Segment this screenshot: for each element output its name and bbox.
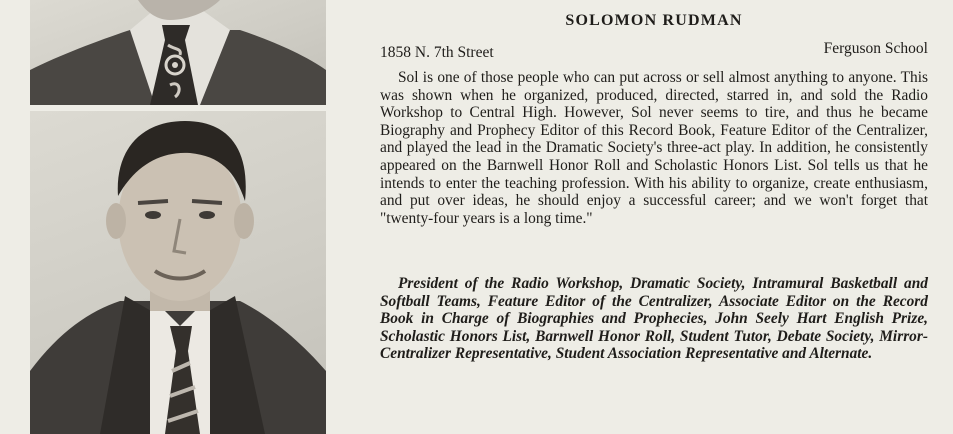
portrait-photo-top xyxy=(30,0,326,105)
biography-paragraph: Sol is one of those people who can put across or sell almost anything to anyone. This was shown when he organized, produced, directed, starred in, and sold the Radio Workshop to Central High. However, Sol never seems to tire, and thus he became Biography and Prophecy Editor of this Record Book, Feature Editor of the Centralizer, and played the lead in the Dramatic Society's three-act play. In addition, he consistently appeared on the Barnwell Honor Roll and Scholastic Honors List. Sol tells us that he intends to enter the teaching profession. With his ability to organize, create enthusiasm, and put over ideas, he should enjoy a successful career; and we won't forget that "twenty-four years is a long time." xyxy=(380,69,928,227)
previous-school: Ferguson School xyxy=(823,40,928,57)
portrait-bottom-illustration xyxy=(30,111,326,434)
portrait-photo-bottom xyxy=(30,111,326,434)
activities-paragraph: President of the Radio Workshop, Dramatic Society, Intramural Basketball and Softball Teams, Feature Editor of the Centralizer, Associate Editor on the Record Book in Charge of Biographies and Prophecies, John Seely Hart English Prize, Scholastic Honors List, Barnwell Honor Roll, Student Tutor, Debate Society, Mirror-Centralizer Representative, Student Association Representative and Alternate. xyxy=(380,275,928,363)
portrait-top-illustration xyxy=(30,0,326,105)
student-name: SOLOMON RUDMAN xyxy=(565,12,743,29)
student-address: 1858 N. 7th Street xyxy=(380,44,494,61)
